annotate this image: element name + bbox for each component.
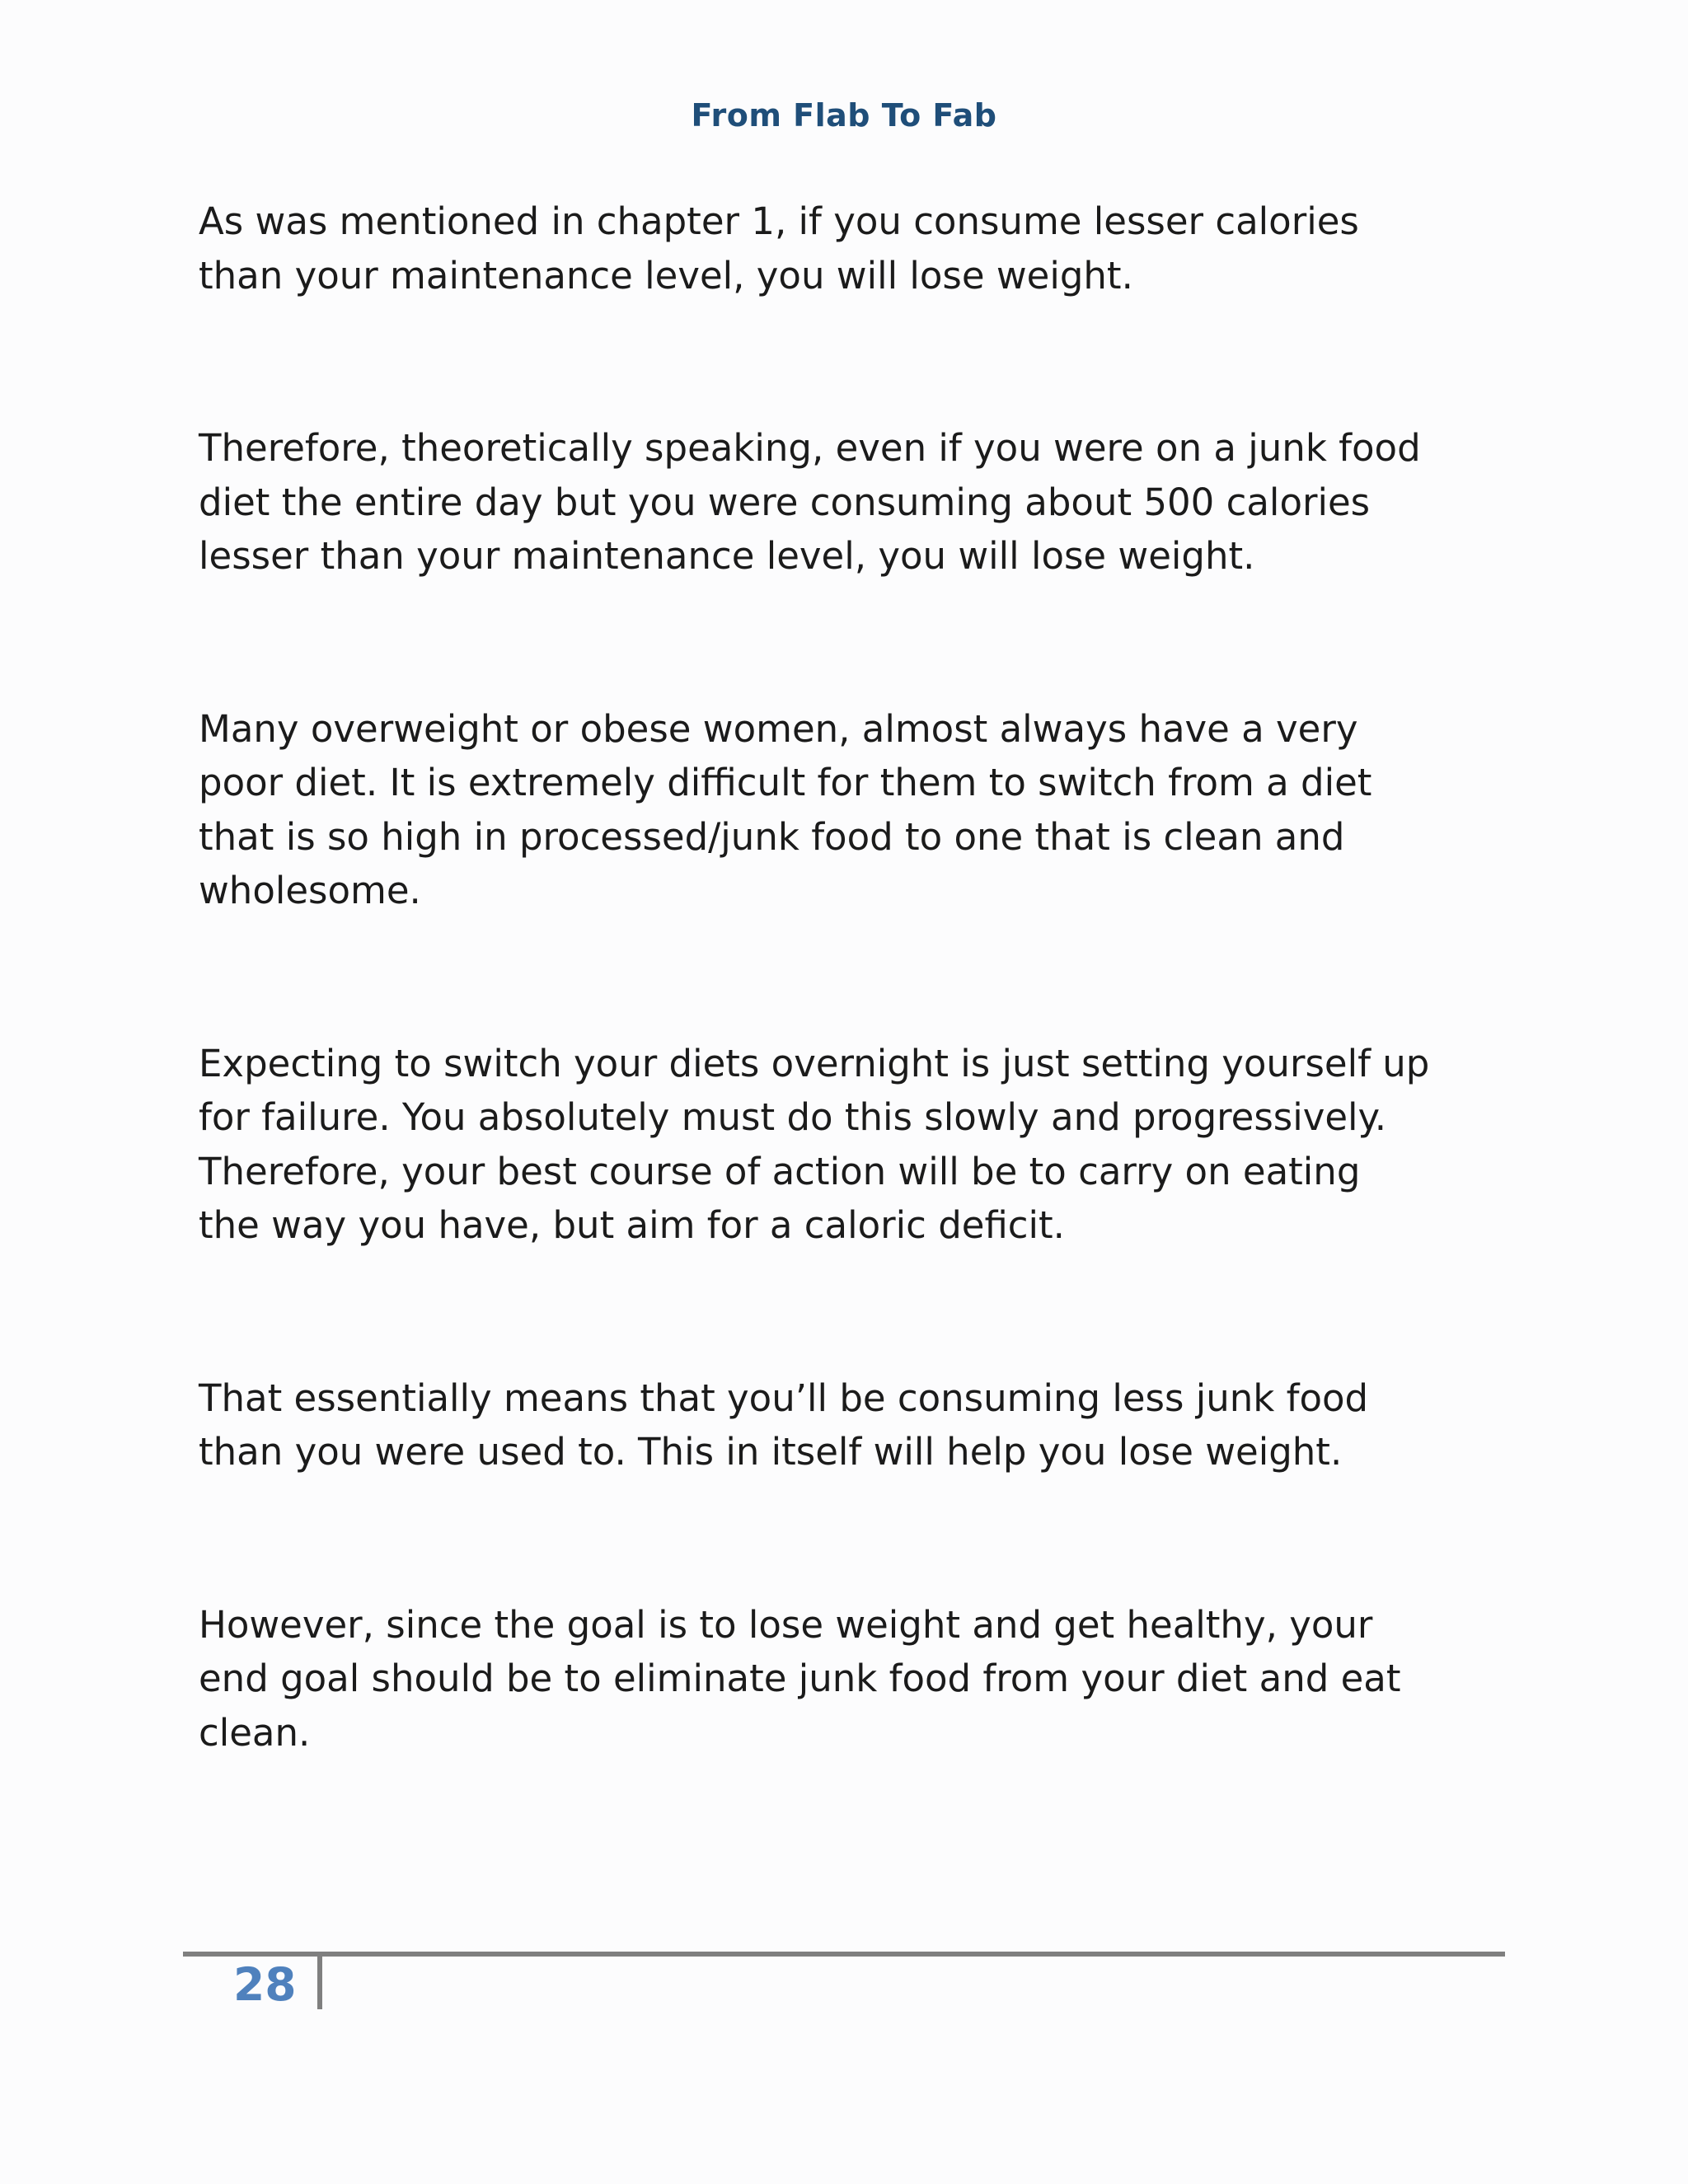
running-header-title: From Flab To Fab bbox=[691, 97, 997, 134]
paragraph: Many overweight or obese women, almost always have a very poor diet. It is extremely difficult for them to switch from a diet that is so high in processed/junk food to one that is clean and wholesome. bbox=[199, 706, 1372, 912]
paragraph: Expecting to switch your diets overnight is just setting yourself up for failure. You absolutely must do this slowly and progressively. Therefore, your best course of action will be to carry on eating the way you have, but aim for a caloric deficit. bbox=[199, 1041, 1430, 1247]
body-text bbox=[199, 194, 1517, 1878]
paragraph: However, since the goal is to lose weight and get healthy, your end goal should be to eliminate junk food from your diet and eat clean. bbox=[199, 1602, 1401, 1755]
paragraph: As was mentioned in chapter 1, if you consume lesser calories than your maintenance level, you will lose weight. bbox=[199, 199, 1359, 298]
footer-rule bbox=[183, 1952, 1505, 1957]
page-number: 28 bbox=[233, 1958, 297, 2011]
footer-divider bbox=[317, 1957, 322, 2009]
paragraph: Therefore, theoretically speaking, even if you were on a junk food diet the entire day but you were consuming about 500 calories lesser than your maintenance level, you will lose weight. bbox=[199, 426, 1421, 578]
paragraph: That essentially means that you’ll be consuming less junk food than you were used to. This in itself will help you lose weight. bbox=[199, 1376, 1369, 1474]
